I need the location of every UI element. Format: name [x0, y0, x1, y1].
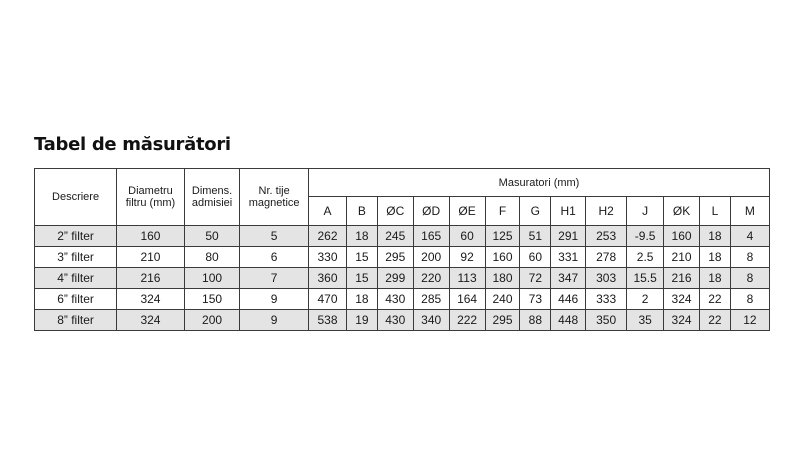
header-col-l: L [700, 197, 731, 226]
table-cell: 347 [551, 268, 586, 289]
table-row [35, 247, 770, 268]
table-cell: 220 [413, 268, 449, 289]
table-cell: 9 [240, 289, 309, 310]
table-row [35, 310, 770, 331]
table-cell: 333 [586, 289, 627, 310]
table-cell: 430 [377, 310, 413, 331]
header-col-k: ØK [664, 197, 700, 226]
header-descriere: Descriere [35, 169, 117, 226]
table-cell: 164 [449, 289, 485, 310]
table-cell: 9 [240, 310, 309, 331]
table-cell: 240 [485, 289, 520, 310]
table-cell: 324 [664, 289, 700, 310]
table-cell: 73 [520, 289, 551, 310]
header-col-a: A [309, 197, 347, 226]
table-cell: 7 [240, 268, 309, 289]
table-cell: 200 [413, 247, 449, 268]
table-cell: 8 [730, 247, 769, 268]
table-body [35, 226, 770, 331]
table-cell: 253 [586, 226, 627, 247]
header-row-top [35, 169, 770, 197]
header-col-c: ØC [377, 197, 413, 226]
table-cell: 295 [485, 310, 520, 331]
table-cell: 350 [586, 310, 627, 331]
table-cell: 2 [627, 289, 664, 310]
table-cell: 216 [664, 268, 700, 289]
table-cell: 18 [347, 289, 378, 310]
table-cell: 324 [117, 310, 185, 331]
table-cell: 538 [309, 310, 347, 331]
table-cell: 15.5 [627, 268, 664, 289]
table-cell: 165 [413, 226, 449, 247]
header-col-e: ØE [449, 197, 485, 226]
table-cell: 285 [413, 289, 449, 310]
table-cell: 19 [347, 310, 378, 331]
table-cell: 210 [664, 247, 700, 268]
table-cell: 245 [377, 226, 413, 247]
header-col-h1: H1 [551, 197, 586, 226]
table-cell: 80 [184, 247, 239, 268]
header-col-f: F [485, 197, 520, 226]
header-col-b: B [347, 197, 378, 226]
table-cell: 160 [664, 226, 700, 247]
table-cell: 291 [551, 226, 586, 247]
header-col-g: G [520, 197, 551, 226]
header-col-j: J [627, 197, 664, 226]
row-description-cell: 6” filter [35, 289, 117, 310]
row-description-cell: 4” filter [35, 268, 117, 289]
table-cell: 210 [117, 247, 185, 268]
header-col-h2: H2 [586, 197, 627, 226]
table-cell: 324 [117, 289, 185, 310]
table-cell: 150 [184, 289, 239, 310]
table-cell: 222 [449, 310, 485, 331]
table-cell: 303 [586, 268, 627, 289]
table-cell: 330 [309, 247, 347, 268]
page-title: Tabel de măsurători [34, 134, 231, 155]
table-cell: 331 [551, 247, 586, 268]
table-cell: 22 [700, 310, 731, 331]
header-col-m: M [730, 197, 769, 226]
table-cell: 160 [117, 226, 185, 247]
table-cell: 180 [485, 268, 520, 289]
table-cell: 446 [551, 289, 586, 310]
measurements-table [34, 168, 770, 331]
table-cell: 18 [347, 226, 378, 247]
table-cell: 324 [664, 310, 700, 331]
table-cell: 278 [586, 247, 627, 268]
table-cell: 2.5 [627, 247, 664, 268]
table-cell: 8 [730, 268, 769, 289]
table-cell: 72 [520, 268, 551, 289]
table-cell: -9.5 [627, 226, 664, 247]
table-cell: 50 [184, 226, 239, 247]
header-col-d: ØD [413, 197, 449, 226]
header-nr-tije: Nr. tije magnetice [240, 169, 309, 226]
table-cell: 430 [377, 289, 413, 310]
table-cell: 113 [449, 268, 485, 289]
table-cell: 60 [520, 247, 551, 268]
table-cell: 15 [347, 268, 378, 289]
header-diametru: Diametru filtru (mm) [117, 169, 185, 226]
table-cell: 88 [520, 310, 551, 331]
header-dimens-admisiei: Dimens. admisiei [184, 169, 239, 226]
table-cell: 160 [485, 247, 520, 268]
table-cell: 18 [700, 268, 731, 289]
table-cell: 100 [184, 268, 239, 289]
table-cell: 5 [240, 226, 309, 247]
table-cell: 4 [730, 226, 769, 247]
table-cell: 340 [413, 310, 449, 331]
table-cell: 8 [730, 289, 769, 310]
table-cell: 262 [309, 226, 347, 247]
table-cell: 92 [449, 247, 485, 268]
table-row [35, 268, 770, 289]
table-cell: 12 [730, 310, 769, 331]
header-masuratori: Masuratori (mm) [309, 169, 770, 197]
table-row [35, 226, 770, 247]
row-description-cell: 8” filter [35, 310, 117, 331]
table-cell: 6 [240, 247, 309, 268]
row-description-cell: 3” filter [35, 247, 117, 268]
table-cell: 448 [551, 310, 586, 331]
table-cell: 22 [700, 289, 731, 310]
table-cell: 15 [347, 247, 378, 268]
table-cell: 299 [377, 268, 413, 289]
table-row [35, 289, 770, 310]
table-cell: 200 [184, 310, 239, 331]
table-cell: 360 [309, 268, 347, 289]
table-cell: 216 [117, 268, 185, 289]
table-cell: 51 [520, 226, 551, 247]
table-cell: 60 [449, 226, 485, 247]
table-cell: 470 [309, 289, 347, 310]
table-cell: 35 [627, 310, 664, 331]
row-description-cell: 2” filter [35, 226, 117, 247]
table-cell: 18 [700, 247, 731, 268]
table-cell: 125 [485, 226, 520, 247]
table-cell: 295 [377, 247, 413, 268]
table-cell: 18 [700, 226, 731, 247]
